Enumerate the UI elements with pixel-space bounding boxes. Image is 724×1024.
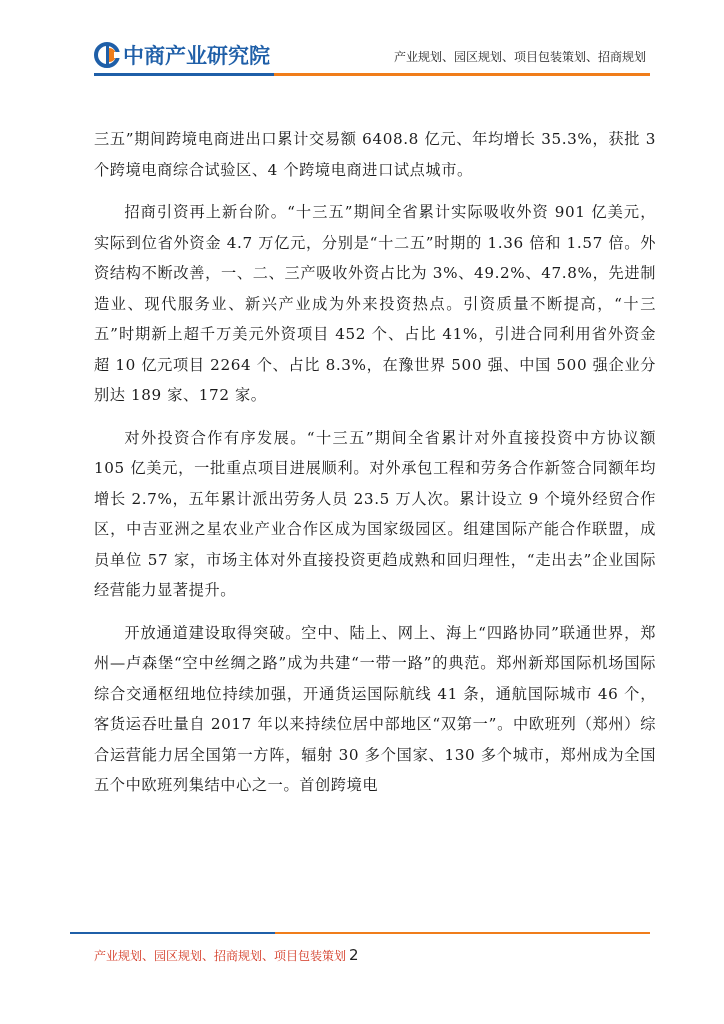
footer-divider-orange xyxy=(275,932,650,934)
page-footer xyxy=(94,946,359,964)
paragraph-outbound-investment: 对外投资合作有序发展。“十三五”期间全省累计对外直接投资中方协议额 105 亿美元，一批重点项目进展顺利。对外承包工程和劳务合作新签合同额年均增长 2.7%，五年累计派出劳务人员 23.5 万人次。累计设立 9 个境外经贸合作区，中吉亚洲之星农业产业合作区成为国家级园区。组建国际产能合作联盟，成员单位 57 家，市场主体对外直接投资更趋成熟和回归理性，“走出去”企业国际经营能力显著提升。 xyxy=(94,428,656,599)
footer-tagline: 产业规划、园区规划、招商规划、项目包装策划 xyxy=(94,949,347,963)
page-header xyxy=(0,0,724,80)
logo-mark-icon xyxy=(94,42,120,68)
document-body xyxy=(94,124,656,813)
paragraph-investment-attraction: 招商引资再上新台阶。“十三五”期间全省累计实际吸收外资 901 亿美元，实际到位省外资金 4.7 万亿元，分别是“十二五”时期的 1.36 倍和 1.57 倍。外资结构不断改善，一、二、三产吸收外资占比为 3%、49.2%、47.8%，先进制造业、现代服务业、新兴产业成为外来投资热点。引资质量不断提高，“十三五”时期新上超千万美元外资项目 452 个、占比 41%，引进合同利用省外资金超 10 亿元项目 2264 个、占比 8.3%，在豫世界 500 强、中国 500 强企业分别达 189 家、172 家。 xyxy=(94,203,656,404)
header-tagline: 产业规划、园区规划、项目包装策划、招商规划 xyxy=(393,50,646,64)
header-divider-blue xyxy=(94,73,274,76)
paragraph-continued: 三五”期间跨境电商进出口累计交易额 6408.8 亿元、年均增长 35.3%，获批 3 个跨境电商综合试验区、4 个跨境电商进口试点城市。 xyxy=(94,130,656,179)
header-divider-orange xyxy=(274,73,650,76)
page-number: 2 xyxy=(349,946,359,964)
company-logo xyxy=(94,40,270,70)
logo-text: 中商产业研究院 xyxy=(123,44,270,68)
footer-divider-blue xyxy=(70,932,275,934)
paragraph-open-channels: 开放通道建设取得突破。空中、陆上、网上、海上“四路协同”联通世界，郑州—卢森堡“空中丝绸之路”成为共建“一带一路”的典范。郑州新郑国际机场国际综合交通枢纽地位持续加强，开通货运国际航线 41 条，通航国际城市 46 个，客货运吞吐量自 2017 年以来持续位居中部地区“双第一”。中欧班列（郑州）综合运营能力居全国第一方阵，辐射 30 多个国家、130 多个城市，郑州成为全国五个中欧班列集结中心之一。首创跨境电 xyxy=(94,623,656,794)
